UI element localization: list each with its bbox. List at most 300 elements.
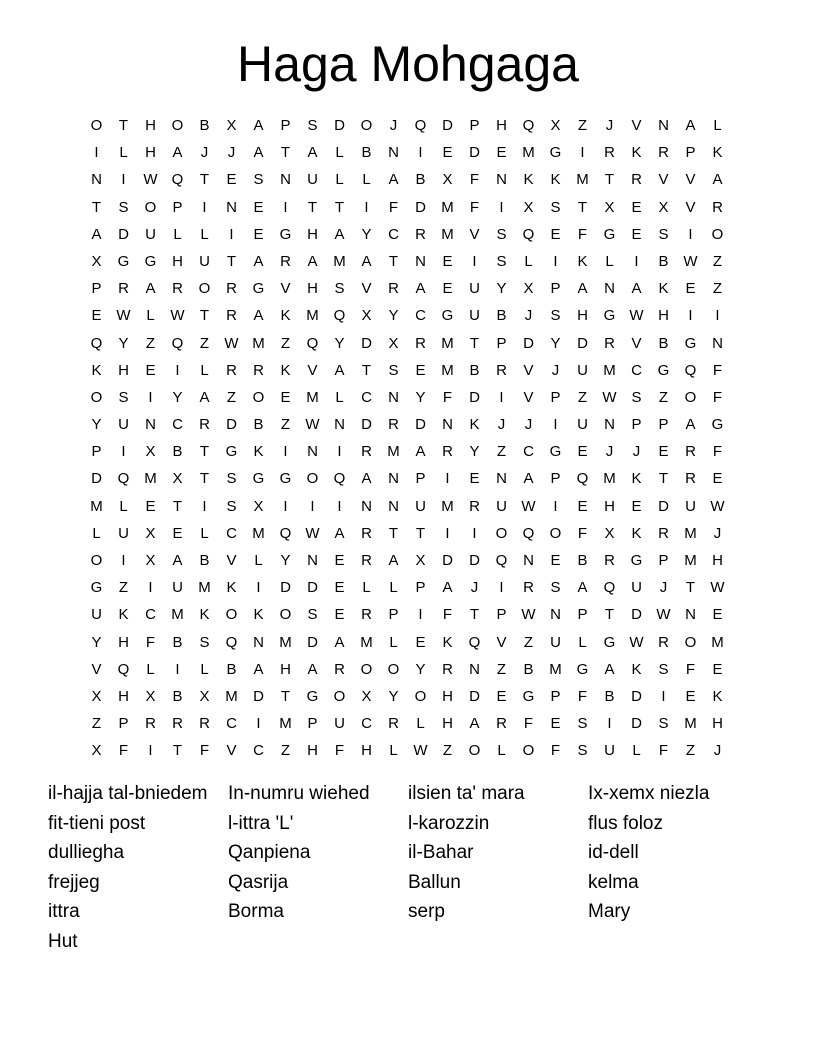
grid-cell[interactable]: A (577, 579, 588, 597)
grid-cell[interactable]: U (496, 497, 507, 515)
grid-cell[interactable]: A (307, 144, 318, 162)
grid-cell[interactable]: D (442, 117, 453, 134)
grid-cell[interactable]: Y (361, 225, 372, 243)
grid-cell[interactable]: Y (172, 388, 183, 406)
grid-cell[interactable]: E (334, 552, 345, 569)
grid-cell[interactable]: X (361, 687, 372, 705)
grid-cell[interactable]: N (91, 171, 102, 189)
grid-cell[interactable]: Q (117, 470, 130, 488)
grid-cell[interactable]: D (577, 334, 588, 352)
grid-cell[interactable]: W (710, 497, 725, 515)
grid-cell[interactable]: H (307, 742, 318, 760)
grid-cell[interactable]: N (388, 388, 399, 406)
grid-cell[interactable]: G (603, 225, 616, 243)
grid-cell[interactable]: I (148, 742, 153, 760)
grid-cell[interactable]: E (172, 524, 183, 542)
grid-cell[interactable]: F (712, 361, 723, 379)
grid-cell[interactable]: J (470, 579, 479, 597)
grid-cell[interactable]: K (631, 144, 642, 162)
grid-cell[interactable]: N (685, 606, 696, 624)
grid-cell[interactable]: O (144, 198, 157, 216)
grid-cell[interactable]: N (442, 416, 453, 434)
grid-cell[interactable]: M (441, 497, 454, 515)
grid-cell[interactable]: A (199, 388, 210, 406)
grid-cell[interactable]: G (603, 307, 616, 325)
grid-cell[interactable]: E (550, 552, 561, 569)
grid-cell[interactable]: P (388, 606, 399, 624)
grid-cell[interactable]: E (442, 252, 453, 270)
grid-cell[interactable]: Z (712, 280, 723, 298)
grid-cell[interactable]: Z (577, 117, 588, 134)
grid-cell[interactable]: C (388, 225, 399, 243)
grid-cell[interactable]: P (550, 470, 561, 488)
grid-cell[interactable]: Z (496, 660, 507, 678)
grid-cell[interactable]: X (145, 443, 156, 461)
grid-cell[interactable]: F (469, 171, 480, 189)
grid-cell[interactable]: O (549, 524, 562, 542)
grid-cell[interactable]: D (523, 334, 534, 352)
grid-cell[interactable]: K (280, 361, 291, 379)
grid-cell[interactable]: G (441, 307, 454, 325)
grid-cell[interactable]: H (712, 552, 723, 569)
grid-cell[interactable]: N (469, 660, 480, 678)
grid-cell[interactable]: E (631, 198, 642, 216)
grid-cell[interactable]: I (445, 470, 450, 488)
grid-cell[interactable]: O (414, 687, 427, 705)
grid-cell[interactable]: Q (279, 524, 292, 542)
grid-cell[interactable]: W (629, 307, 644, 325)
grid-cell[interactable]: H (658, 307, 669, 325)
grid-cell[interactable]: S (226, 497, 237, 515)
grid-cell[interactable]: R (361, 552, 372, 569)
grid-cell[interactable]: G (684, 334, 697, 352)
grid-cell[interactable]: W (413, 742, 428, 760)
grid-cell[interactable]: R (712, 198, 723, 216)
grid-cell[interactable]: W (170, 307, 185, 325)
grid-cell[interactable]: D (253, 687, 264, 705)
grid-cell[interactable]: P (415, 470, 426, 488)
grid-cell[interactable]: H (577, 307, 588, 325)
grid-cell[interactable]: I (94, 144, 99, 162)
grid-cell[interactable]: M (684, 552, 697, 569)
grid-cell[interactable]: P (550, 280, 561, 298)
grid-cell[interactable]: Q (522, 225, 535, 243)
grid-cell[interactable]: L (200, 524, 209, 542)
grid-cell[interactable]: G (279, 225, 292, 243)
grid-cell[interactable]: R (334, 660, 345, 678)
grid-cell[interactable]: O (90, 117, 103, 134)
grid-cell[interactable]: R (604, 334, 615, 352)
grid-cell[interactable]: Z (523, 633, 534, 651)
grid-cell[interactable]: X (145, 524, 156, 542)
grid-cell[interactable]: N (253, 633, 264, 651)
grid-cell[interactable]: E (496, 687, 507, 705)
grid-cell[interactable]: X (523, 280, 534, 298)
grid-cell[interactable]: W (143, 171, 158, 189)
grid-cell[interactable]: T (658, 470, 669, 488)
grid-cell[interactable]: I (472, 252, 477, 270)
grid-cell[interactable]: Q (225, 633, 238, 651)
grid-cell[interactable]: E (91, 307, 102, 325)
grid-cell[interactable]: Q (333, 470, 346, 488)
grid-cell[interactable]: T (604, 171, 615, 189)
grid-cell[interactable]: R (172, 715, 183, 733)
grid-cell[interactable]: B (172, 687, 183, 705)
grid-cell[interactable]: D (226, 416, 237, 434)
grid-cell[interactable]: M (306, 307, 319, 325)
grid-cell[interactable]: A (469, 715, 480, 733)
grid-cell[interactable]: O (360, 660, 373, 678)
grid-cell[interactable]: M (522, 144, 535, 162)
grid-cell[interactable]: O (468, 742, 481, 760)
grid-cell[interactable]: M (252, 334, 265, 352)
grid-cell[interactable]: Q (522, 117, 535, 134)
grid-cell[interactable]: M (603, 361, 616, 379)
grid-cell[interactable]: L (605, 252, 614, 270)
grid-cell[interactable]: L (524, 252, 533, 270)
grid-cell[interactable]: I (121, 552, 126, 569)
grid-cell[interactable]: T (469, 606, 480, 624)
grid-cell[interactable]: L (335, 171, 344, 189)
grid-cell[interactable]: N (550, 606, 561, 624)
grid-cell[interactable]: V (226, 742, 237, 760)
grid-cell[interactable]: U (199, 252, 210, 270)
grid-cell[interactable]: J (227, 144, 236, 162)
grid-cell[interactable]: S (658, 715, 669, 733)
grid-cell[interactable]: U (118, 416, 129, 434)
grid-cell[interactable]: W (305, 416, 320, 434)
grid-cell[interactable]: B (361, 144, 372, 162)
grid-cell[interactable]: E (253, 225, 264, 243)
grid-cell[interactable]: B (658, 334, 669, 352)
grid-cell[interactable]: Q (468, 633, 481, 651)
grid-cell[interactable]: R (442, 443, 453, 461)
grid-cell[interactable]: J (524, 416, 533, 434)
grid-cell[interactable]: A (334, 524, 345, 542)
grid-cell[interactable]: A (577, 280, 588, 298)
grid-cell[interactable]: N (334, 416, 345, 434)
grid-cell[interactable]: S (226, 470, 237, 488)
grid-cell[interactable]: N (226, 198, 237, 216)
grid-cell[interactable]: A (415, 280, 426, 298)
grid-cell[interactable]: L (632, 742, 641, 760)
grid-cell[interactable]: I (553, 416, 558, 434)
grid-cell[interactable]: F (658, 742, 669, 760)
grid-cell[interactable]: Q (576, 470, 589, 488)
grid-cell[interactable]: D (631, 715, 642, 733)
grid-cell[interactable]: X (415, 552, 426, 569)
grid-cell[interactable]: I (445, 524, 450, 542)
grid-cell[interactable]: Y (496, 280, 507, 298)
grid-cell[interactable]: I (121, 171, 126, 189)
grid-cell[interactable]: F (145, 633, 156, 651)
grid-cell[interactable]: B (469, 361, 480, 379)
grid-cell[interactable]: Y (388, 307, 399, 325)
grid-cell[interactable]: N (388, 497, 399, 515)
grid-cell[interactable]: S (658, 225, 669, 243)
grid-cell[interactable]: P (415, 579, 426, 597)
grid-cell[interactable]: R (658, 633, 669, 651)
grid-cell[interactable]: S (307, 117, 318, 134)
grid-cell[interactable]: A (145, 280, 156, 298)
grid-cell[interactable]: V (91, 660, 102, 678)
grid-cell[interactable]: A (253, 307, 264, 325)
grid-cell[interactable]: F (577, 687, 588, 705)
grid-cell[interactable]: L (119, 497, 128, 515)
grid-cell[interactable]: T (199, 443, 210, 461)
grid-cell[interactable]: S (118, 388, 129, 406)
grid-cell[interactable]: E (631, 225, 642, 243)
grid-cell[interactable]: K (523, 171, 534, 189)
grid-cell[interactable]: V (361, 280, 372, 298)
grid-cell[interactable]: M (225, 687, 238, 705)
grid-cell[interactable]: D (469, 388, 480, 406)
grid-cell[interactable]: W (602, 388, 617, 406)
grid-cell[interactable]: Q (90, 334, 103, 352)
grid-cell[interactable]: E (685, 687, 696, 705)
grid-cell[interactable]: W (116, 307, 131, 325)
grid-cell[interactable]: A (172, 144, 183, 162)
grid-cell[interactable]: U (469, 307, 480, 325)
grid-cell[interactable]: I (499, 198, 504, 216)
grid-cell[interactable]: A (334, 633, 345, 651)
grid-cell[interactable]: G (90, 579, 103, 597)
grid-cell[interactable]: R (658, 144, 669, 162)
grid-cell[interactable]: U (118, 524, 129, 542)
grid-cell[interactable]: K (280, 307, 291, 325)
grid-cell[interactable]: D (307, 579, 318, 597)
grid-cell[interactable]: P (577, 606, 588, 624)
grid-cell[interactable]: H (118, 361, 129, 379)
grid-cell[interactable]: J (632, 443, 641, 461)
grid-cell[interactable]: T (685, 579, 696, 597)
grid-cell[interactable]: A (685, 416, 696, 434)
grid-cell[interactable]: I (661, 687, 666, 705)
grid-cell[interactable]: X (172, 470, 183, 488)
grid-cell[interactable]: A (334, 361, 345, 379)
grid-cell[interactable]: S (550, 579, 561, 597)
grid-cell[interactable]: D (361, 334, 372, 352)
grid-cell[interactable]: I (202, 497, 207, 515)
grid-cell[interactable]: C (415, 307, 426, 325)
grid-cell[interactable]: D (469, 144, 480, 162)
grid-cell[interactable]: R (226, 307, 237, 325)
grid-cell[interactable]: B (199, 552, 210, 569)
grid-cell[interactable]: F (388, 198, 399, 216)
grid-cell[interactable]: S (631, 388, 642, 406)
grid-cell[interactable]: K (712, 144, 723, 162)
grid-cell[interactable]: M (279, 633, 292, 651)
grid-cell[interactable]: P (550, 388, 561, 406)
grid-cell[interactable]: J (551, 361, 560, 379)
grid-cell[interactable]: U (334, 715, 345, 733)
grid-cell[interactable]: D (469, 687, 480, 705)
grid-cell[interactable]: G (144, 252, 157, 270)
grid-cell[interactable]: F (442, 606, 453, 624)
grid-cell[interactable]: H (712, 715, 723, 733)
grid-cell[interactable]: R (253, 361, 264, 379)
grid-cell[interactable]: A (253, 144, 264, 162)
grid-cell[interactable]: L (497, 742, 506, 760)
grid-cell[interactable]: M (711, 633, 724, 651)
grid-cell[interactable]: E (469, 470, 480, 488)
grid-cell[interactable]: N (712, 334, 723, 352)
grid-cell[interactable]: D (118, 225, 129, 243)
grid-cell[interactable]: I (229, 225, 234, 243)
grid-cell[interactable]: I (688, 307, 693, 325)
grid-cell[interactable]: X (91, 252, 102, 270)
grid-cell[interactable]: J (713, 524, 722, 542)
grid-cell[interactable]: J (713, 742, 722, 760)
grid-cell[interactable]: V (307, 361, 318, 379)
grid-cell[interactable]: B (658, 252, 669, 270)
grid-cell[interactable]: L (362, 579, 371, 597)
grid-cell[interactable]: T (226, 252, 237, 270)
grid-cell[interactable]: E (631, 497, 642, 515)
grid-cell[interactable]: X (658, 198, 669, 216)
grid-cell[interactable]: K (91, 361, 102, 379)
grid-cell[interactable]: T (388, 524, 399, 542)
grid-cell[interactable]: I (256, 579, 261, 597)
grid-cell[interactable]: M (603, 470, 616, 488)
grid-cell[interactable]: O (522, 742, 535, 760)
grid-cell[interactable]: Z (226, 388, 237, 406)
grid-cell[interactable]: F (685, 660, 696, 678)
grid-cell[interactable]: W (521, 497, 536, 515)
grid-cell[interactable]: I (607, 715, 612, 733)
grid-cell[interactable]: F (712, 388, 723, 406)
grid-cell[interactable]: X (604, 198, 615, 216)
grid-cell[interactable]: H (145, 117, 156, 134)
grid-cell[interactable]: Y (415, 388, 426, 406)
grid-cell[interactable]: F (469, 198, 480, 216)
grid-cell[interactable]: G (522, 687, 535, 705)
grid-cell[interactable]: P (172, 198, 183, 216)
grid-cell[interactable]: P (550, 687, 561, 705)
grid-cell[interactable]: R (658, 524, 669, 542)
grid-cell[interactable]: L (389, 742, 398, 760)
grid-cell[interactable]: P (91, 443, 102, 461)
grid-cell[interactable]: F (442, 388, 453, 406)
grid-cell[interactable]: V (685, 198, 696, 216)
grid-cell[interactable]: U (469, 280, 480, 298)
grid-cell[interactable]: G (603, 633, 616, 651)
grid-cell[interactable]: W (656, 606, 671, 624)
grid-cell[interactable]: U (415, 497, 426, 515)
grid-cell[interactable]: K (631, 660, 642, 678)
grid-cell[interactable]: I (337, 497, 342, 515)
grid-cell[interactable]: K (253, 606, 264, 624)
grid-cell[interactable]: H (172, 252, 183, 270)
grid-cell[interactable]: C (226, 715, 237, 733)
grid-cell[interactable]: T (307, 198, 318, 216)
grid-cell[interactable]: H (145, 144, 156, 162)
grid-cell[interactable]: A (442, 579, 453, 597)
grid-cell[interactable]: I (553, 252, 558, 270)
grid-cell[interactable]: B (604, 687, 615, 705)
grid-cell[interactable]: A (712, 171, 723, 189)
grid-cell[interactable]: P (496, 606, 507, 624)
grid-cell[interactable]: K (658, 280, 669, 298)
grid-cell[interactable]: Z (712, 252, 723, 270)
grid-cell[interactable]: L (92, 524, 101, 542)
grid-cell[interactable]: L (146, 307, 155, 325)
grid-cell[interactable]: B (172, 633, 183, 651)
grid-cell[interactable]: A (253, 117, 264, 134)
grid-cell[interactable]: I (175, 660, 180, 678)
grid-cell[interactable]: Q (495, 552, 508, 569)
grid-cell[interactable]: I (337, 443, 342, 461)
grid-cell[interactable]: F (712, 443, 723, 461)
grid-cell[interactable]: H (442, 715, 453, 733)
grid-cell[interactable]: Q (333, 307, 346, 325)
grid-cell[interactable]: R (685, 470, 696, 488)
grid-cell[interactable]: L (389, 633, 398, 651)
grid-cell[interactable]: R (469, 497, 480, 515)
grid-cell[interactable]: K (118, 606, 129, 624)
grid-cell[interactable]: L (389, 579, 398, 597)
grid-cell[interactable]: I (418, 606, 423, 624)
grid-cell[interactable]: M (306, 388, 319, 406)
grid-cell[interactable]: P (658, 416, 669, 434)
grid-cell[interactable]: Z (91, 715, 102, 733)
grid-cell[interactable]: J (605, 117, 614, 134)
grid-cell[interactable]: L (416, 715, 425, 733)
grid-cell[interactable]: B (199, 117, 210, 134)
grid-cell[interactable]: E (145, 361, 156, 379)
grid-cell[interactable]: F (118, 742, 129, 760)
grid-cell[interactable]: Q (171, 171, 184, 189)
grid-cell[interactable]: Z (280, 416, 291, 434)
grid-cell[interactable]: M (441, 361, 454, 379)
grid-cell[interactable]: E (442, 144, 453, 162)
grid-cell[interactable]: X (253, 497, 264, 515)
grid-cell[interactable]: V (631, 117, 642, 134)
grid-cell[interactable]: R (604, 552, 615, 569)
grid-cell[interactable]: B (496, 307, 507, 325)
grid-cell[interactable]: J (497, 416, 506, 434)
grid-cell[interactable]: U (172, 579, 183, 597)
grid-cell[interactable]: D (415, 416, 426, 434)
grid-cell[interactable]: A (307, 660, 318, 678)
grid-cell[interactable]: Y (469, 443, 480, 461)
grid-cell[interactable]: R (415, 334, 426, 352)
grid-cell[interactable]: P (469, 117, 480, 134)
grid-cell[interactable]: N (388, 144, 399, 162)
grid-cell[interactable]: E (145, 497, 156, 515)
grid-cell[interactable]: N (361, 497, 372, 515)
grid-cell[interactable]: R (415, 225, 426, 243)
grid-cell[interactable]: I (688, 225, 693, 243)
grid-cell[interactable]: R (199, 715, 210, 733)
grid-cell[interactable]: Z (199, 334, 210, 352)
grid-cell[interactable]: Z (145, 334, 156, 352)
grid-cell[interactable]: E (226, 171, 237, 189)
grid-cell[interactable]: G (252, 280, 265, 298)
grid-cell[interactable]: R (388, 715, 399, 733)
grid-cell[interactable]: E (415, 633, 426, 651)
grid-cell[interactable]: L (173, 225, 182, 243)
grid-cell[interactable]: O (252, 388, 265, 406)
grid-cell[interactable]: W (710, 579, 725, 597)
grid-cell[interactable]: Q (603, 579, 616, 597)
grid-cell[interactable]: G (549, 144, 562, 162)
grid-cell[interactable]: G (306, 687, 319, 705)
grid-cell[interactable]: L (362, 171, 371, 189)
grid-cell[interactable]: V (631, 334, 642, 352)
grid-cell[interactable]: Q (414, 117, 427, 134)
grid-cell[interactable]: K (550, 171, 561, 189)
